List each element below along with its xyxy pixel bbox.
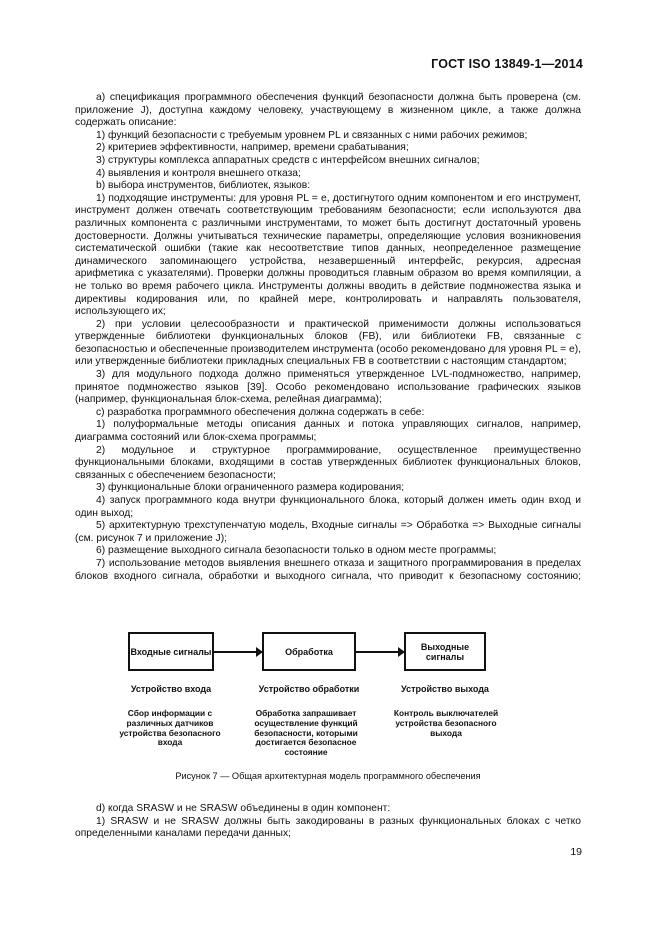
paragraph: 4) выявления и контроля внешнего отказа; bbox=[96, 167, 301, 179]
output-device-label: Устройство выхода bbox=[401, 684, 489, 694]
paragraph: 3) структуры комплекса аппаратных средств с интерфейсом внешних сигналов; bbox=[96, 154, 480, 166]
paragraph: b) выбора инструментов, библиотек, языков: bbox=[96, 180, 311, 192]
processing-description: Обработка запрашивает осуществление функций безопасности, которыми достигается безопасное состояние bbox=[254, 708, 358, 758]
paragraph: с) разработка программного обеспечения должна содержать в себе: bbox=[96, 406, 425, 418]
paragraph: а) спецификация программного обеспечения функций безопасности должна быть проверена (см. приложение J), доступна каждому человеку, участвующему в жизненном цикле, а также должна содержать описание: bbox=[75, 92, 581, 129]
paragraph: 2) при условии целесообразности и практической применимости должны использоваться утвержденные библиотеки функциональных блоков (FB), или библиотеки FB, связанные с безопасностью и обеспеченные производителем инструмента (особо рекомендовано для уровня PL = e), или утвержденные библиотеки прикладных специальных FB в соответствии с настоящим стандартом; bbox=[75, 318, 581, 368]
arrow-processing-to-output bbox=[356, 651, 404, 653]
paragraph: 2) модульное и структурное программирование, осуществленное преимущественно функциональными блоками, входящими в состав утвержденных библиотек функциональных блоков, связанных с обеспечением безопасности; bbox=[75, 444, 581, 481]
paragraph: 4) запуск программного кода внутри функционального блока, который должен иметь один вход и один выход; bbox=[75, 495, 581, 519]
paragraph: 6) размещение выходного сигнала безопасности только в одном месте программы; bbox=[96, 545, 497, 557]
input-device-label: Устройство входа bbox=[130, 684, 212, 694]
paragraph: 1) полуформальные методы описания данных и потока управляющих сигналов, например, диаграмма состояний или блок-схема программы; bbox=[75, 419, 581, 444]
paragraph: 1) SRASW и не SRASW должны быть закодированы в разных функциональных блоках с четко определенными каналами передачи данных; bbox=[75, 815, 581, 840]
input-description: Сбор информации с различных датчиков устройства безопасного входа bbox=[119, 708, 221, 748]
processing-box: Обработка bbox=[262, 632, 356, 671]
figure-caption: Рисунок 7 — Общая архитектурная модель программного обеспечения bbox=[175, 771, 481, 781]
paragraph: 1) подходящие инструменты: для уровня PL = e, достигнутого одним компонентом и его инструмент, инструмент должен отвечать соответствующим требованиям безопасности; если используются два различных компонента с различными инструментами, то может быть достигнут достаточный уровень достоверности. Должны учитываться технические параметры, определяющие условия возникновения систематической ошибки (такие как несоответствие типов данных, неопределенное размещение динамического запоминающего устройства, незавершенный интерфейс, рекурсия, адресная арифметика с указателями). Проверки должны проводиться главным образом во время компиляции, а не только во время рабочего цикла. Инструменты должны вводить в действие подмножества языка и директивы кодирования или, по крайней мере, контролировать и направлять пользователя, использующего их; bbox=[75, 192, 581, 318]
arrow-input-to-processing bbox=[214, 651, 262, 653]
paragraph: 3) функциональные блоки ограниченного размера кодирования; bbox=[96, 482, 405, 494]
document-header: ГОСТ ISO 13849-1—2014 bbox=[431, 57, 583, 71]
paragraph: 1) функций безопасности с требуемым уровнем PL и связанных с ними рабочих режимов; bbox=[96, 129, 528, 141]
output-signals-box: Выходные сигналы bbox=[404, 632, 486, 671]
body-text-continued bbox=[75, 803, 581, 841]
paragraph: 2) критериев эффективности, например, времени срабатывания; bbox=[96, 142, 409, 154]
body-text bbox=[75, 92, 581, 583]
input-signals-box: Входные сигналы bbox=[128, 632, 214, 671]
page-number: 19 bbox=[570, 846, 582, 858]
output-description: Контроль выключателей устройства безопасного выхода bbox=[393, 708, 499, 738]
paragraph: 7) использование методов выявления внешнего отказа и защитного программирования в пределах блоков входного сигнала, обработки и выходного сигнала, что приводит к безопасному состоянию; bbox=[75, 557, 581, 582]
paragraph: 3) для модульного подхода должно применяться утвержденное LVL-подмножество, например, принятое подмножество языков [39]. Особо рекомендовано использование графических языков (например, функциональная блок-схема, релейная диаграмма); bbox=[75, 369, 581, 406]
paragraph: d) когда SRASW и не SRASW объединены в один компонент: bbox=[96, 803, 391, 814]
paragraph: 5) архитектурную трехступенчатую модель, Входные сигналы => Обработка => Выходные сигналы (см. рисунок 7 и приложение J); bbox=[75, 520, 581, 544]
processing-device-label: Устройство обработки bbox=[258, 684, 360, 694]
architecture-diagram bbox=[75, 632, 581, 780]
